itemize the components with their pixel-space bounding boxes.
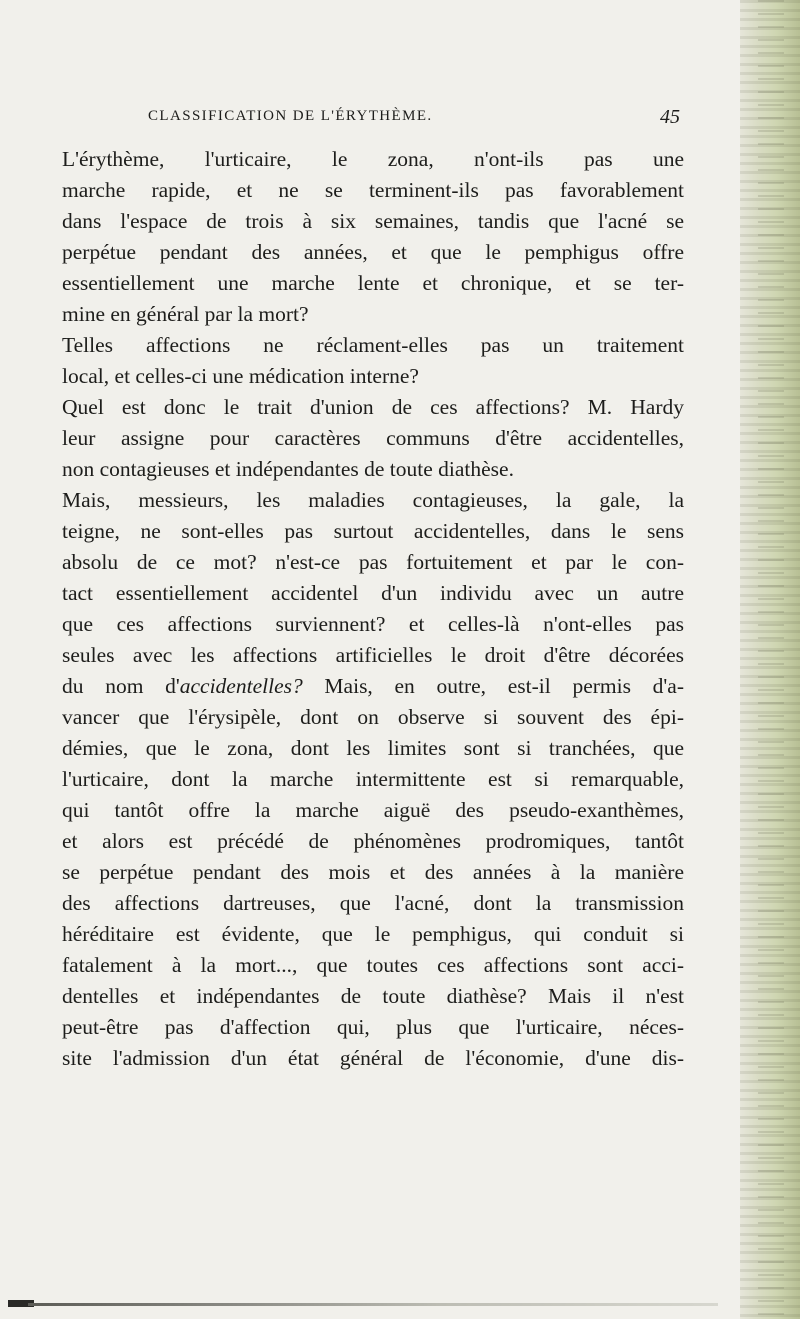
text-line: fatalement à la mort..., que toutes ces affections sont acci- <box>62 953 684 977</box>
text-line: dentelles et indépendantes de toute diathèse? Mais il n'est <box>62 984 684 1008</box>
text-line: mine en général par la mort? <box>62 302 309 326</box>
fore-edge-texture <box>758 0 784 1319</box>
text-line: se perpétue pendant des mois et des années à la manière <box>62 860 684 884</box>
text-line: Mais, messieurs, les maladies contagieuses, la gale, la <box>62 488 684 512</box>
text-line: dans l'espace de trois à six semaines, tandis que l'acné se <box>62 209 684 233</box>
text-line: héréditaire est évidente, que le pemphigus, qui conduit si <box>62 922 684 946</box>
text-line: Quel est donc le trait d'union de ces affections? M. Hardy <box>62 395 684 419</box>
text-line: site l'admission d'un état général de l'économie, d'une dis- <box>62 1046 684 1070</box>
text-line: qui tantôt offre la marche aiguë des pseudo-exanthèmes, <box>62 798 684 822</box>
text-line: absolu de ce mot? n'est-ce pas fortuitement et par le con- <box>62 550 684 574</box>
text-segment: Mais, en outre, est-il permis d'a- <box>302 674 684 698</box>
italic-word: accidentelles? <box>179 674 303 698</box>
running-head: CLASSIFICATION DE L'ÉRYTHÈME. <box>148 108 433 124</box>
text-line: local, et celles-ci une médication interne? <box>62 364 419 388</box>
text-line: essentiellement une marche lente et chronique, et se ter- <box>62 271 684 295</box>
bottom-edge-line <box>28 1303 718 1306</box>
text-line: vancer que l'érysipèle, dont on observe si souvent des épi- <box>62 705 684 729</box>
book-fore-edge <box>740 0 800 1319</box>
text-line: seules avec les affections artificielles le droit d'être décorées <box>62 643 684 667</box>
text-line: marche rapide, et ne se terminent-ils pas favorablement <box>62 178 684 202</box>
text-line: teigne, ne sont-elles pas surtout accidentelles, dans le sens <box>62 519 684 543</box>
text-line: perpétue pendant des années, et que le pemphigus offre <box>62 240 684 264</box>
text-line: des affections dartreuses, que l'acné, dont la transmission <box>62 891 684 915</box>
text-line: que ces affections surviennent? et celles-là n'ont-elles pas <box>62 612 684 636</box>
text-line: l'urticaire, dont la marche intermittente est si remarquable, <box>62 767 684 791</box>
text-line: peut-être pas d'affection qui, plus que l'urticaire, néces- <box>62 1015 684 1039</box>
text-line: non contagieuses et indépendantes de toute diathèse. <box>62 457 514 481</box>
text-line: L'érythème, l'urticaire, le zona, n'ont-ils pas une <box>62 147 684 171</box>
text-line: Telles affections ne réclament-elles pas un traitement <box>62 333 684 357</box>
text-line: tact essentiellement accidentel d'un individu avec un autre <box>62 581 684 605</box>
text-line: démies, que le zona, dont les limites sont si tranchées, que <box>62 736 684 760</box>
page-number: 45 <box>660 106 680 128</box>
text-line: et alors est précédé de phénomènes prodromiques, tantôt <box>62 829 684 853</box>
text-segment: du nom d' <box>62 674 180 698</box>
text-line <box>62 671 684 702</box>
page-header <box>140 108 680 134</box>
body-text <box>62 144 684 1074</box>
text-line: leur assigne pour caractères communs d'être accidentelles, <box>62 426 684 450</box>
